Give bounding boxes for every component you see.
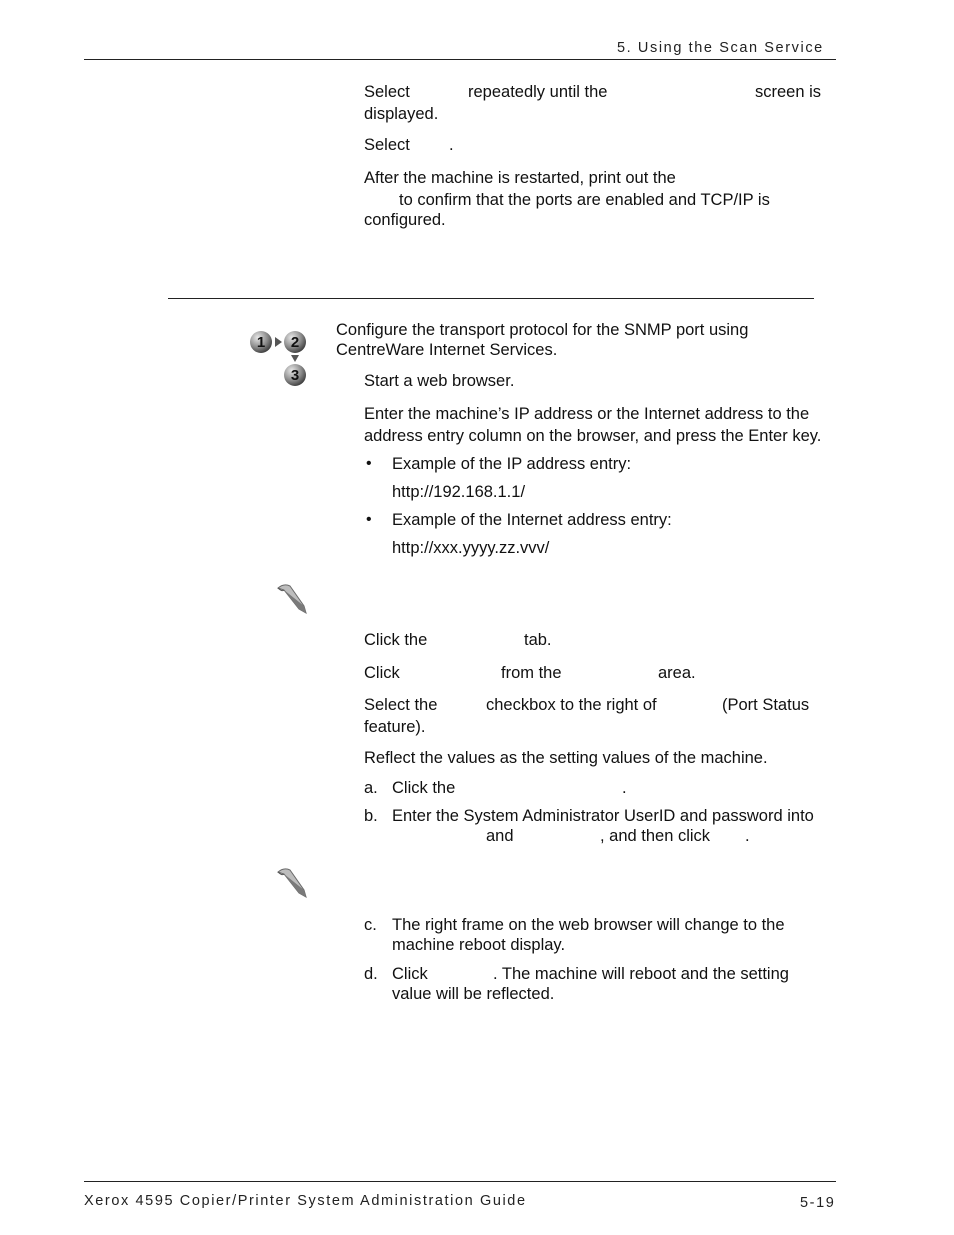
substep-c-marker: c. [364,916,377,934]
substep-a-end: . [622,779,627,797]
page-number: 5-19 [800,1195,836,1211]
substep-b-text-1: Enter the System Administrator UserID and password into [392,807,814,825]
substep-d-text-2: value will be reflected. [392,985,555,1003]
bullet-ip-label: Example of the IP address entry: [392,455,632,473]
step-select-checkbox-a: Select the [364,696,438,714]
running-header: 5. Using the Scan Service [617,40,824,56]
step-digit-1: 1 [256,334,266,351]
substep-b-marker: b. [364,807,378,825]
procedure-intro-1: Configure the transport protocol for the SNMP port using [336,321,749,339]
text-select-repeat-a: Select [364,83,410,101]
step-start-browser: Start a web browser. [364,372,515,390]
steps-123-icon [248,326,312,390]
substep-b-end: . [745,827,750,845]
text-select-repeat-c: screen is [755,83,822,101]
step-digit-2: 2 [290,334,300,351]
header-rule [84,59,836,60]
substep-b-and: and [486,827,514,845]
note-pencil-icon [274,864,310,900]
step-select-checkbox-b: checkbox to the right of [486,696,657,714]
step-select-checkbox-c: (Port Status [722,696,810,714]
step-enter-address-1: Enter the machine’s IP address or the Internet address to the [364,405,810,423]
step-click-from-a: Click [364,664,400,682]
bullet-internet-label: Example of the Internet address entry: [392,511,672,529]
step-click-tab-a: Click the [364,631,428,649]
step-enter-address-2: address entry column on the browser, and press the Enter key. [364,427,822,445]
bullet-internet-value: http://xxx.yyyy.zz.vvv/ [392,539,550,557]
text-select-short-b: . [449,136,454,154]
procedure-intro-2: CentreWare Internet Services. [336,341,558,359]
step-click-from-c: area. [658,664,696,682]
bullet-dot: • [366,455,372,472]
substep-d-text-1: Click [392,965,428,983]
text-select-repeat-d: displayed. [364,105,439,123]
bullet-ip-value: http://192.168.1.1/ [392,483,526,501]
substep-a-text: Click the [392,779,456,797]
step-reflect-values: Reflect the values as the setting values of the machine. [364,749,768,767]
section-rule [168,298,814,299]
footer-title: Xerox 4595 Copier/Printer System Administration Guide [84,1193,527,1209]
substep-c-text-2: machine reboot display. [392,936,566,954]
step-digit-3: 3 [290,367,300,384]
substep-c-text-1: The right frame on the web browser will change to the [392,916,785,934]
note-pencil-icon [274,580,310,616]
substep-a-marker: a. [364,779,378,797]
step-click-from-b: from the [501,664,562,682]
step-click-tab-b: tab. [524,631,552,649]
substep-b-then: , and then click [600,827,711,845]
substep-d-text-1b: . The machine will reboot and the setting [493,965,789,983]
bullet-dot: • [366,511,372,528]
text-select-repeat-b: repeatedly until the [468,83,608,101]
footer-rule [84,1181,836,1182]
text-restart-b: to confirm that the ports are enabled and TCP/IP is [399,191,770,209]
text-select-short-a: Select [364,136,410,154]
substep-d-marker: d. [364,965,378,983]
text-restart-c: configured. [364,211,446,229]
text-restart-a: After the machine is restarted, print out the [364,169,676,187]
step-select-checkbox-d: feature). [364,718,426,736]
